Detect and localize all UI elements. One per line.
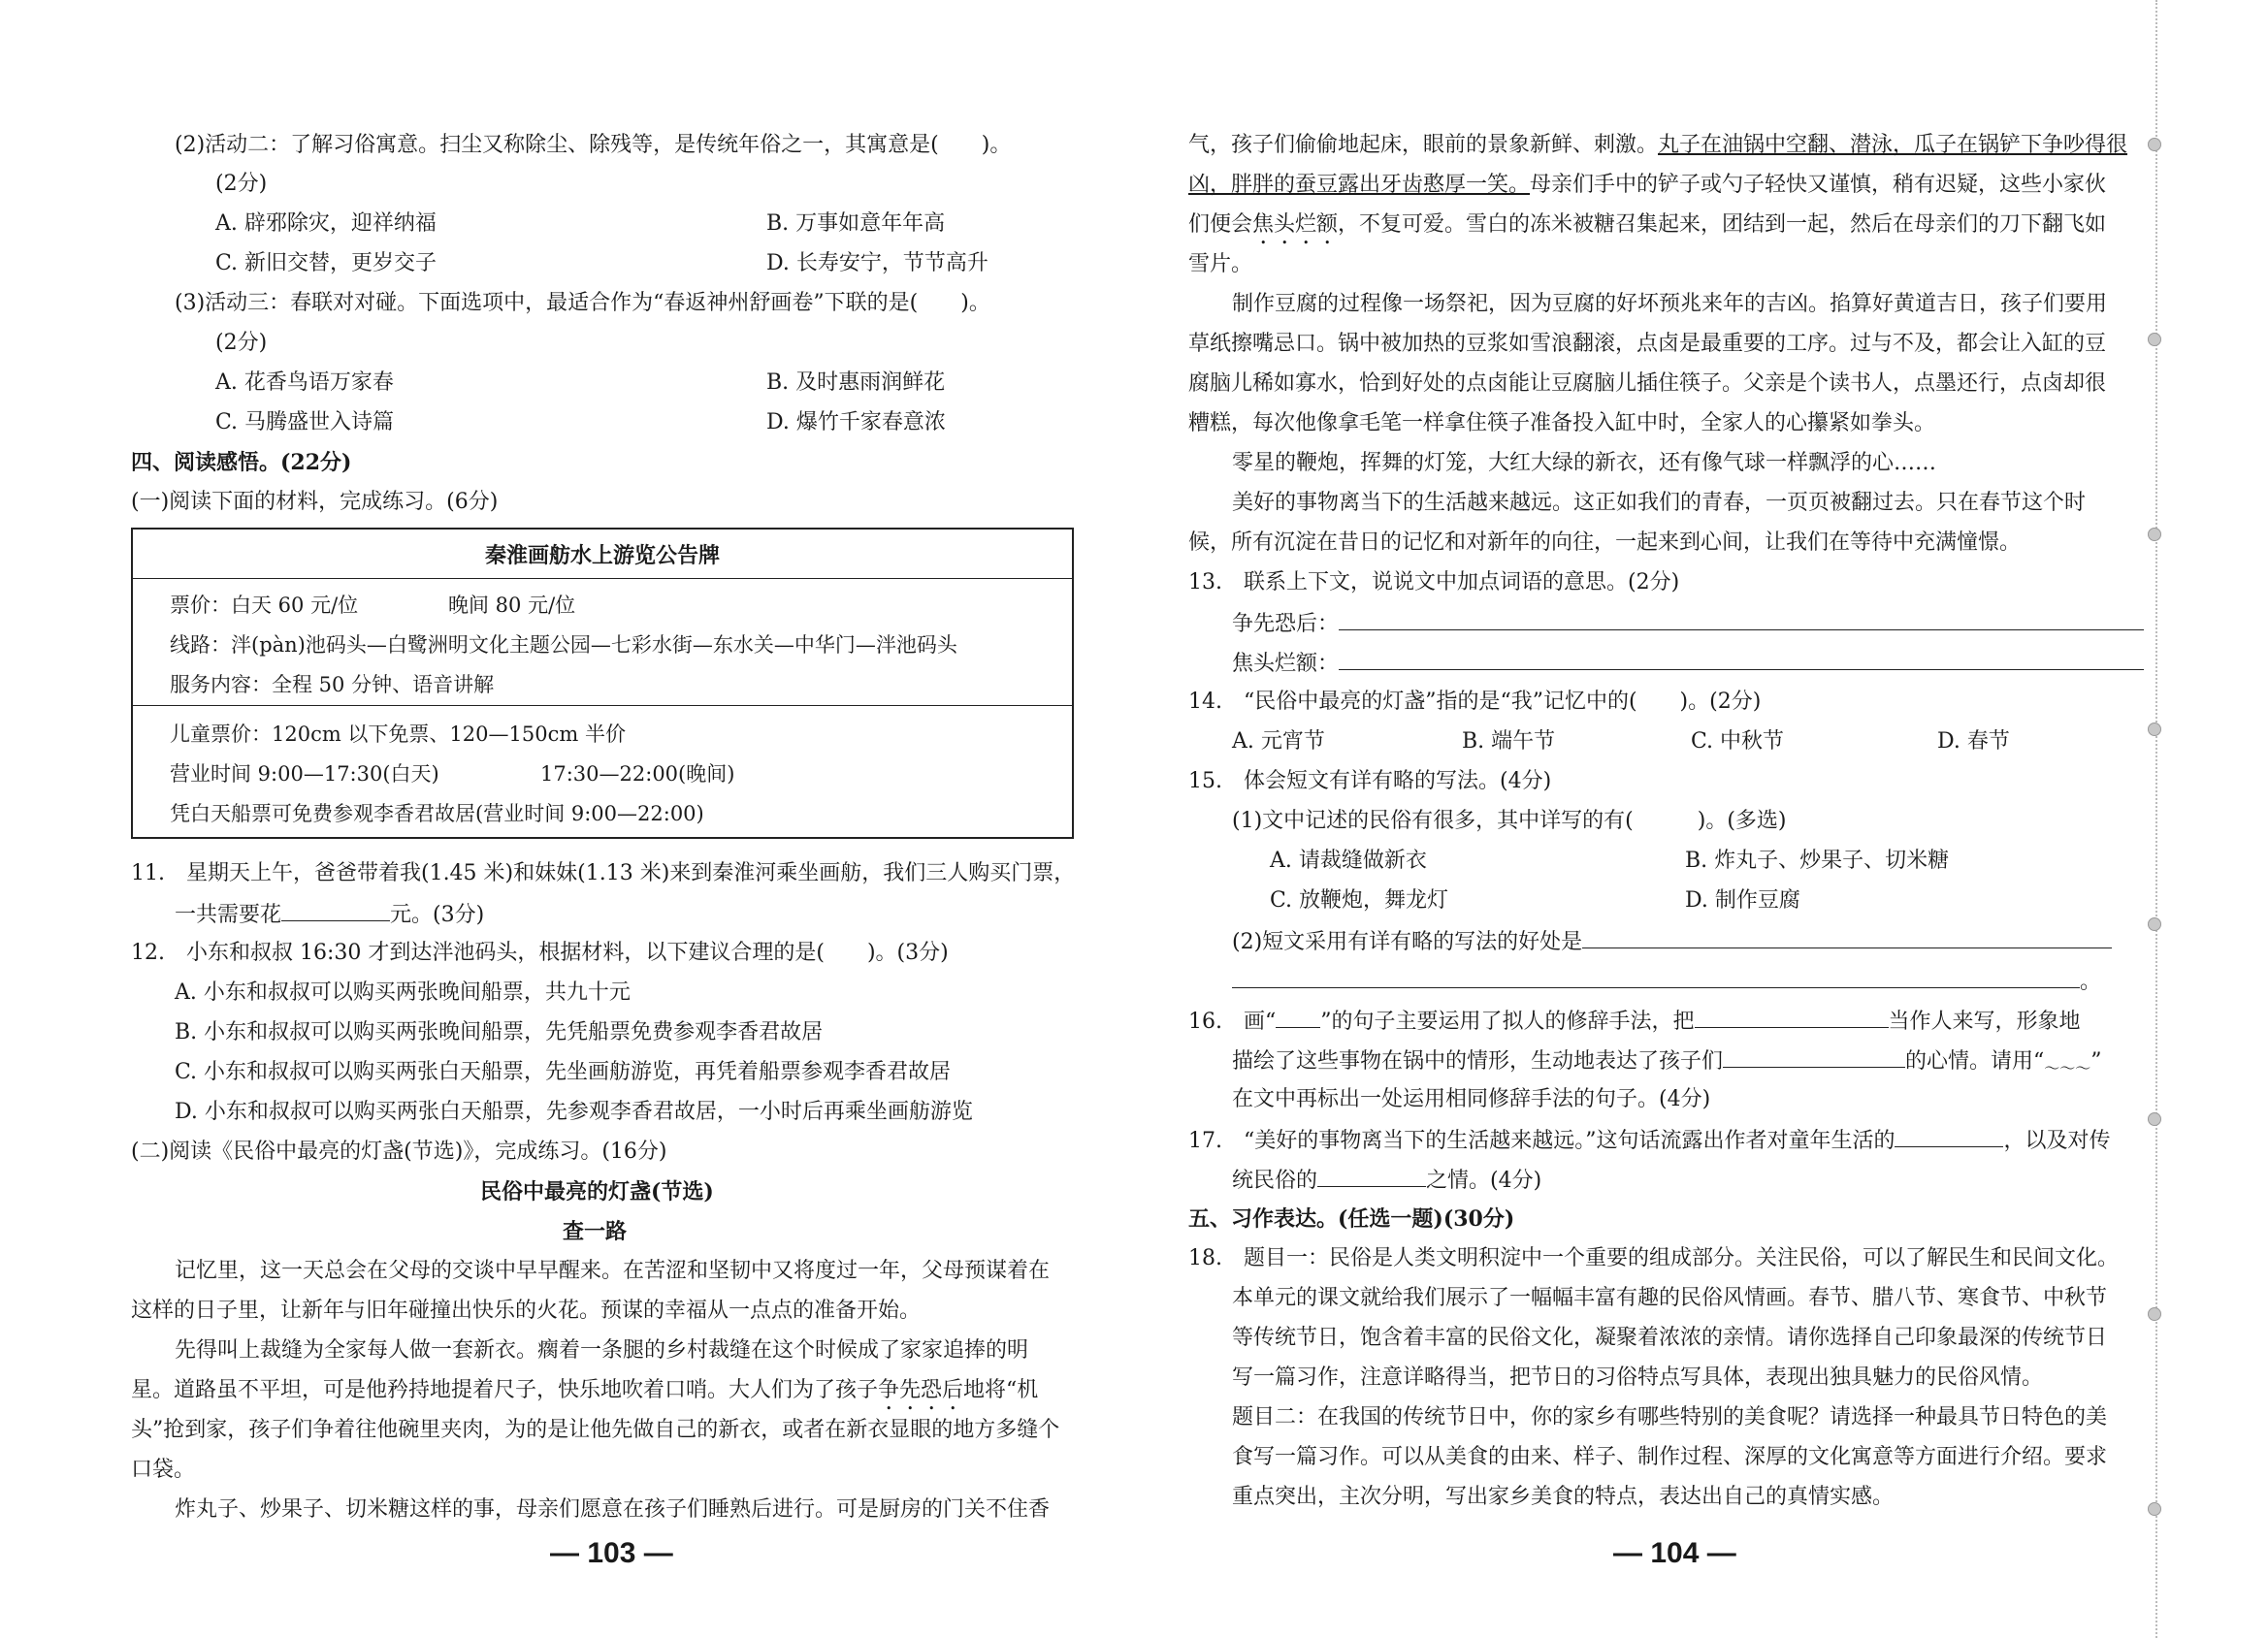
- notice-price-night: 晚间 80 元/位: [448, 594, 576, 617]
- binding-hole-icon: [2148, 1307, 2161, 1321]
- paragraph-text: 星。道路虽不平坦，可是他矜持地提着尺子，快乐地吹着口哨。大人们为了孩子: [131, 1378, 879, 1402]
- q14-option-c: C. 中秋节: [1691, 729, 1785, 754]
- binding-hole-icon: [2148, 138, 2161, 151]
- q12-option-d: D. 小东和叔叔可以购买两张白天船票，先参观李香君故居，一小时后再乘坐画舫游览: [175, 1100, 973, 1124]
- notice-route: 线路：泮(pàn)池码头—白鹭洲明文化主题公园—七彩水街—东水关—中华门—泮池码头: [170, 633, 957, 657]
- notice-service: 服务内容：全程 50 分钟、语音讲解: [170, 673, 495, 696]
- q3-option-b: B. 及时惠雨润鲜花: [766, 370, 946, 395]
- q16-line1: [1188, 1006, 2081, 1037]
- q15-answer-blank[interactable]: [1232, 966, 2080, 988]
- underlined-sentence: 丸子在油锅中空翻、潜泳，瓜子在锅铲下争吵得很: [1658, 133, 2128, 157]
- q17-text: 17. “美好的事物离当下的生活越来越远。”这句话流露出作者对童年生活的: [1188, 1129, 1895, 1153]
- q17-line2: [1232, 1165, 1541, 1196]
- part-1-heading: (一)阅读下面的材料，完成练习。(6分): [131, 490, 499, 514]
- q2-option-b: B. 万事如意年年高: [766, 211, 946, 236]
- q11-line1: 11. 星期天上午，爸爸带着我(1.45 米)和妹妹(1.13 米)来到秦淮河乘坐画舫，我们三人购买门票，: [131, 861, 1076, 885]
- q16-text: 描绘了这些事物在锅中的情形，生动地表达了孩子们: [1232, 1049, 1724, 1074]
- q14-option-d: D. 春节: [1937, 729, 2010, 754]
- q15-part2-stem: (2)短文采用有详有略的写法的好处是: [1232, 930, 1583, 954]
- q15-period: 。: [2080, 970, 2102, 994]
- q13-line-b: [1232, 648, 2144, 679]
- q17-text: ，以及对传: [2003, 1129, 2111, 1153]
- paragraph-text: 们便会: [1188, 212, 1253, 237]
- section-5-heading: 五、习作表达。(任选一题)(30分): [1188, 1206, 1515, 1232]
- binding-hole-icon: [2148, 1502, 2161, 1516]
- q18-line: 题目二：在我国的传统节日中，你的家乡有哪些特别的美食呢？请选择一种最具节日特色的美: [1232, 1405, 2108, 1429]
- q16-text: 16. 画“: [1188, 1010, 1277, 1034]
- q13-stem: 13. 联系上下文，说说文中加点词语的意思。(2分): [1188, 570, 1680, 594]
- q15-part2-line2: [1232, 966, 2101, 997]
- q3-option-d: D. 爆竹千家春意浓: [766, 410, 946, 434]
- notice-divider: [133, 705, 1072, 706]
- q17-line1: [1188, 1125, 2111, 1156]
- q13-term-label: 争先恐后：: [1232, 612, 1340, 636]
- notice-board: [131, 528, 1074, 839]
- paragraph-5-line: 草纸擦嘴忌口。锅中被加热的豆浆如雪浪翻滚，点卤是最重要的工序。过与不及，都会让入缸的豆: [1188, 332, 2107, 356]
- q13-answer-blank[interactable]: [1339, 648, 2144, 670]
- q16-answer-blank[interactable]: [1695, 1006, 1889, 1028]
- q15-answer-blank[interactable]: [1582, 926, 2112, 948]
- q18-line: 等传统节日，饱含着丰富的民俗文化，凝聚着浓浓的亲情。请你选择自己印象最深的传统节日: [1232, 1326, 2108, 1350]
- q15-option-a: A. 请裁缝做新衣: [1270, 849, 1427, 873]
- paragraph-1-line: 记忆里，这一天总会在父母的交谈中早早醒来。在苦涩和坚韧中又将度过一年，父母预谋着在: [175, 1259, 1051, 1283]
- binding-hole-icon: [2148, 723, 2161, 736]
- q16-line2: [1232, 1045, 2102, 1083]
- q2-option-d: D. 长寿安宁，节节高升: [766, 251, 988, 275]
- paragraph-7-line: 美好的事物离当下的生活越来越远。这正如我们的青春，一页页被翻过去。只在春节这个时: [1232, 491, 2087, 515]
- paragraph-2-line: 先得叫上裁缝为全家每人做一套新衣。瘸着一条腿的乡村裁缝在这个时候成了家家追捧的明: [175, 1338, 1029, 1363]
- notice-price-day: 票价：白天 60 元/位: [170, 594, 359, 617]
- notice-title: 秦淮画舫水上游览公告牌: [484, 543, 720, 568]
- dotted-word-jiaotoulane: 焦头烂额: [1252, 212, 1339, 237]
- q11-suffix: 元。(3分): [390, 903, 485, 927]
- q15-option-d: D. 制作豆腐: [1685, 888, 1800, 913]
- q18-line: 本单元的课文就给我们展示了一幅幅丰富有趣的民俗风情画。春节、腊八节、寒食节、中秋节: [1232, 1286, 2108, 1310]
- q14-option-b: B. 端午节: [1462, 729, 1556, 754]
- q16-text: 的心情。请用“: [1905, 1049, 2045, 1074]
- notice-divider: [133, 578, 1072, 579]
- q15-stem: 15. 体会短文有详有略的写法。(4分): [1188, 769, 1552, 793]
- paragraph-text: ，不复可爱。雪白的冻米被糖召集起来，团结到一起，然后在母亲们的刀下翻飞如: [1338, 212, 2107, 237]
- article-line: 雪片。: [1188, 252, 1253, 276]
- q2-option-c: C. 新旧交替，更岁交子: [215, 251, 437, 275]
- binding-hole-icon: [2148, 1112, 2161, 1126]
- q18-line: 重点突出，主次分明，写出家乡美食的特点，表达出自己的真情实感。: [1232, 1485, 1895, 1509]
- q16-text: 当作人来写，形象地: [1888, 1010, 2081, 1034]
- q17-text: 统民俗的: [1232, 1169, 1318, 1193]
- q16-answer-blank[interactable]: [1723, 1045, 1905, 1068]
- q17-answer-blank[interactable]: [1317, 1165, 1426, 1187]
- q17-answer-blank[interactable]: [1895, 1125, 2003, 1147]
- q14-stem: 14. “民俗中最亮的灯盏”指的是“我”记忆中的( )。(2分): [1188, 690, 1762, 714]
- q18-line: 食写一篇习作。可以从美食的由来、样子、制作过程、深厚的文化寓意等方面进行介绍。要求: [1232, 1445, 2108, 1469]
- q11-prefix: 一共需要花: [175, 903, 282, 927]
- q15-part2-line: [1232, 926, 2112, 957]
- paragraph-5-line: 糟糕，每次他像拿毛笔一样拿住筷子准备投入缸中时，全家人的心攥紧如拳头。: [1188, 411, 1936, 435]
- paragraph-text: 地将“机: [963, 1378, 1039, 1402]
- q3-option-a: A. 花香鸟语万家春: [215, 370, 394, 395]
- q16-line-symbol: [1276, 1006, 1320, 1028]
- q12-option-b: B. 小东和叔叔可以购买两张晚间船票，先凭船票免费参观李香君故居: [175, 1020, 824, 1044]
- paragraph-3-line: 炸丸子、炒果子、切米糖这样的事，母亲们愿意在孩子们睡熟后进行。可是厨房的门关不住香: [175, 1497, 1051, 1522]
- notice-child-price: 儿童票价：120cm 以下免票、120—150cm 半价: [170, 723, 626, 746]
- section-4-heading: 四、阅读感悟。(22分): [131, 450, 352, 475]
- q13-term-label: 焦头烂额：: [1232, 652, 1340, 676]
- q13-line-a: [1232, 608, 2144, 639]
- q3-stem: (3)活动三：春联对对碰。下面选项中，最适合作为“春返神州舒画卷”下联的是( )。: [175, 291, 990, 315]
- page-number-103: — 103 —: [550, 1537, 673, 1569]
- paragraph-2-line: 头”抢到家，孩子们争着往他碗里夹肉，为的是让他先做自己的新衣，或者在新衣显眼的地方多缝个: [131, 1418, 1060, 1442]
- article-author: 查一路: [563, 1219, 628, 1244]
- q2-stem: (2)活动二：了解习俗寓意。扫尘又称除尘、除残等，是传统年俗之一，其寓意是( )。: [175, 133, 1012, 157]
- article-line: [1188, 171, 2106, 200]
- paragraph-6-line: 零星的鞭炮，挥舞的灯笼，大红大绿的新衣，还有像气球一样飘浮的心……: [1232, 451, 1937, 475]
- q13-answer-blank[interactable]: [1339, 608, 2144, 630]
- paragraph-5-line: 腐脑儿稀如寡水，恰到好处的点卤能让豆腐脑儿插住筷子。父亲是个读书人，点墨还行，点卤却很: [1188, 371, 2107, 396]
- q16-text: ”: [2090, 1049, 2102, 1074]
- paragraph-text: 气，孩子们偷偷地起床，眼前的景象新鲜、刺激。: [1188, 133, 1659, 157]
- q15-part1-stem: (1)文中记述的民俗有很多，其中详写的有( )。(多选): [1232, 809, 1787, 833]
- q17-text: 之情。(4分): [1426, 1169, 1542, 1193]
- article-title: 民俗中最亮的灯盏(节选): [480, 1179, 714, 1204]
- page-number-104: — 104 —: [1613, 1537, 1736, 1569]
- paragraph-2-line: 口袋。: [131, 1458, 196, 1482]
- q16-text: ”的句子主要运用了拟人的修辞手法，把: [1320, 1010, 1695, 1034]
- notice-free-visit: 凭白天船票可免费参观李香君故居(营业时间 9:00—22:00): [170, 802, 704, 825]
- paragraph-5-line: 制作豆腐的过程像一场祭祀，因为豆腐的好坏预兆来年的吉凶。掐算好黄道吉日，孩子们要用: [1232, 292, 2108, 316]
- paragraph-text: 母亲们手中的铲子或勺子轻快又谨慎，稍有迟疑，这些小家伙: [1530, 173, 2107, 197]
- q2-option-a: A. 辟邪除灾，迎祥纳福: [215, 211, 437, 236]
- binding-edge: [2155, 0, 2157, 1638]
- paragraph-7-line: 候，所有沉淀在昔日的记忆和对新年的向往，一起来到心间，让我们在等待中充满憧憬。: [1188, 530, 2022, 555]
- q12-option-c: C. 小东和叔叔可以购买两张白天船票，先坐画舫游览，再凭着船票参观李香君故居: [175, 1060, 952, 1084]
- notice-hours-day: 营业时间 9:00—17:30(白天): [170, 762, 439, 786]
- q11-line2: [175, 899, 484, 930]
- binding-hole-icon: [2148, 917, 2161, 931]
- q15-option-b: B. 炸丸子、炒果子、切米糖: [1685, 849, 1950, 873]
- q11-answer-blank[interactable]: [281, 899, 390, 921]
- q16-line3: 在文中再标出一处运用相同修辞手法的句子。(4分): [1232, 1087, 1711, 1111]
- dotted-word-zhengxiankonghou: 争先恐后: [878, 1378, 964, 1402]
- paragraph-2-line: [131, 1376, 1038, 1415]
- q2-score: (2分): [215, 172, 268, 196]
- notice-hours-night: 17:30—22:00(晚间): [540, 762, 735, 786]
- q14-option-a: A. 元宵节: [1232, 729, 1325, 754]
- q12-option-a: A. 小东和叔叔可以购买两张晚间船票，共九十元: [175, 980, 631, 1005]
- paragraph-1-line: 这样的日子里，让新年与旧年碰撞出快乐的火花。预谋的幸福从一点点的准备开始。: [131, 1299, 922, 1323]
- q18-line: 18. 题目一：民俗是人类文明积淀中一个重要的组成部分。关注民俗，可以了解民生和民间文化。: [1188, 1246, 2119, 1270]
- q12-stem: 12. 小东和叔叔 16:30 才到达泮池码头，根据材料，以下建议合理的是( )。(3分): [131, 941, 949, 965]
- article-line: [1188, 131, 2127, 160]
- q3-score: (2分): [215, 331, 268, 355]
- binding-hole-icon: [2148, 333, 2161, 346]
- q15-option-c: C. 放鞭炮，舞龙灯: [1270, 888, 1449, 913]
- q3-option-c: C. 马腾盛世入诗篇: [215, 410, 395, 434]
- q18-line: 写一篇习作，注意详略得当，把节日的习俗特点写具体，表现出独具魅力的民俗风情。: [1232, 1365, 2044, 1390]
- wavy-line-symbol: ～～～: [2044, 1059, 2091, 1077]
- binding-hole-icon: [2148, 528, 2161, 541]
- underlined-sentence: 凶，胖胖的蚕豆露出牙齿憨厚一笑。: [1188, 173, 1531, 197]
- part-2-heading: (二)阅读《民俗中最亮的灯盏(节选)》，完成练习。(16分): [131, 1140, 667, 1164]
- article-line: [1188, 210, 2106, 249]
